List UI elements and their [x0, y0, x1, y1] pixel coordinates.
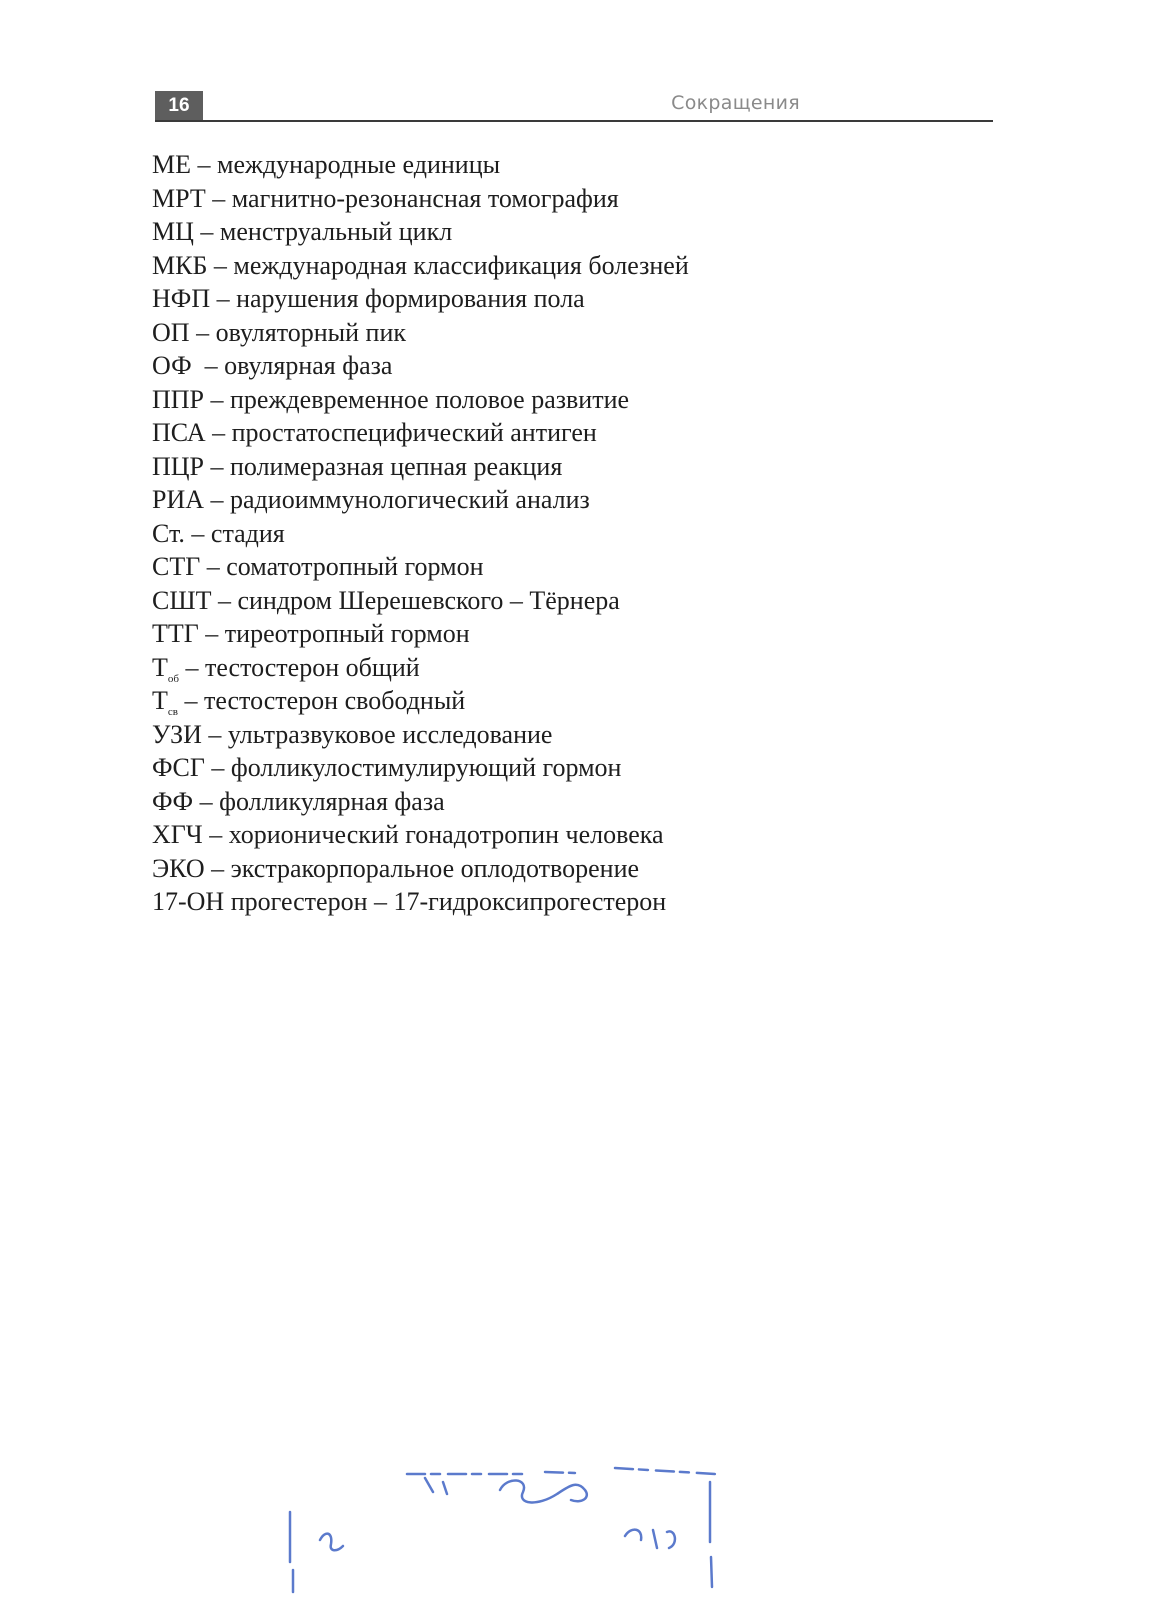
abbreviation-definition: менструальный цикл	[219, 217, 453, 246]
abbreviation-separator: –	[200, 552, 227, 581]
abbreviation-item	[152, 215, 689, 249]
abbreviation-definition: стадия	[210, 518, 285, 548]
abbreviation-definition: ультразвуковое исследование	[227, 719, 553, 749]
abbreviation-definition: овуляторный пик	[215, 317, 407, 347]
abbreviation-separator: –	[207, 250, 234, 280]
abbreviation-term: СТГ	[152, 552, 201, 581]
abbreviation-separator: –	[205, 418, 232, 447]
abbreviation-definition: тиреотропный гормон	[224, 619, 470, 648]
abbreviation-term: РИА	[152, 485, 205, 514]
stamp-edge-top	[407, 1468, 715, 1474]
abbreviation-item	[152, 316, 689, 350]
abbreviation-term: ФСГ	[152, 753, 205, 782]
running-title: Сокращения	[671, 92, 800, 114]
abbreviation-term: ОП	[152, 317, 190, 347]
abbreviation-item	[152, 249, 689, 283]
abbreviation-separator: –	[204, 853, 231, 883]
abbreviation-definition: синдром Шерешевского – Тёрнера	[237, 585, 620, 615]
abbreviation-definition: международная классификация болезней	[233, 250, 689, 280]
abbreviation-definition: магнитно-резонансная томография	[231, 183, 619, 213]
abbreviation-item	[152, 182, 689, 216]
abbreviation-term: Т	[152, 652, 168, 682]
abbreviation-item	[152, 450, 689, 484]
abbreviation-separator: –	[204, 384, 231, 414]
stamp-edge-right	[710, 1482, 712, 1587]
abbreviation-term: УЗИ	[152, 719, 202, 749]
abbreviation-item	[152, 517, 689, 551]
abbreviation-definition: тестостерон общий	[205, 652, 420, 682]
abbreviation-term: МЦ	[152, 217, 194, 246]
abbreviation-definition: тестостерон свободный	[203, 686, 466, 715]
stamp-fragment	[625, 1530, 675, 1548]
abbreviation-term: МРТ	[152, 183, 206, 213]
abbreviation-separator: –	[179, 652, 205, 682]
abbreviation-separator: –	[211, 585, 238, 615]
abbreviation-item	[152, 684, 689, 718]
abbreviation-item	[152, 349, 689, 383]
abbreviation-item	[152, 885, 689, 919]
abbreviation-definition: фолликулостимулирующий гормон	[230, 753, 622, 782]
abbreviation-term: 17-ОН	[152, 887, 225, 916]
abbreviation-separator: –	[189, 317, 216, 347]
abbreviation-term: Т	[152, 686, 168, 715]
abbreviation-term: ПЦР	[152, 451, 205, 481]
abbreviation-definition: экстракорпоральное оплодотворение	[230, 853, 640, 883]
abbreviation-definition: фолликулярная фаза	[219, 786, 445, 816]
abbreviation-separator: –	[204, 485, 231, 514]
abbreviation-term: ФФ	[152, 786, 194, 816]
abbreviation-definition: хорионический гонадотропин человека	[228, 820, 664, 849]
abbreviation-item	[152, 416, 689, 450]
abbreviation-term: ХГЧ	[152, 820, 203, 849]
stamp-fragment	[425, 1478, 447, 1494]
abbreviation-item	[152, 852, 689, 886]
abbreviation-item	[152, 148, 689, 182]
abbreviation-item	[152, 617, 689, 651]
abbreviation-definition: радиоиммунологический анализ	[230, 485, 590, 514]
stamp-ink-script	[500, 1480, 587, 1502]
abbreviation-list	[152, 148, 689, 919]
abbreviation-definition: прогестерон – 17-гидроксипрогестерон	[230, 887, 667, 916]
abbreviation-definition: соматотропный гормон	[226, 552, 484, 581]
abbreviation-separator: –	[202, 820, 229, 849]
abbreviation-term: ПСА	[152, 418, 206, 447]
abbreviation-term: Ст.	[152, 518, 185, 548]
abbreviation-term: МКБ	[152, 250, 208, 280]
abbreviation-item	[152, 550, 689, 584]
abbreviation-separator: –	[191, 150, 217, 179]
abbreviation-item	[152, 651, 689, 685]
abbreviation-separator: –	[204, 753, 231, 782]
library-stamp	[285, 1452, 730, 1600]
abbreviation-definition: овулярная фаза	[224, 351, 393, 380]
page-number: 16	[155, 91, 203, 120]
header-rule	[155, 120, 993, 122]
abbreviation-term: НФП	[152, 284, 211, 313]
abbreviation-separator: –	[177, 686, 204, 715]
abbreviation-separator: –	[204, 451, 231, 481]
abbreviation-item	[152, 751, 689, 785]
abbreviation-definition: преждевременное половое развитие	[230, 384, 630, 414]
abbreviation-term: ОФ	[152, 351, 192, 380]
abbreviation-term: ППР	[152, 384, 205, 414]
abbreviation-item	[152, 584, 689, 618]
abbreviation-subscript: св	[167, 706, 178, 718]
stamp-fragment	[320, 1534, 343, 1551]
abbreviation-subscript: об	[167, 672, 179, 685]
abbreviation-separator: –	[205, 183, 232, 213]
abbreviation-separator: –	[210, 284, 237, 313]
abbreviation-item	[152, 718, 689, 752]
abbreviation-definition: полимеразная цепная реакция	[230, 451, 563, 481]
abbreviation-item	[152, 383, 689, 417]
abbreviation-item	[152, 785, 689, 819]
abbreviation-separator: –	[184, 518, 211, 548]
abbreviation-term: СШТ	[152, 585, 212, 615]
abbreviation-item	[152, 483, 689, 517]
abbreviation-term: ТТГ	[152, 619, 199, 648]
abbreviation-definition: простатоспецифический антиген	[231, 418, 597, 447]
abbreviation-separator: –	[191, 351, 225, 380]
abbreviation-separator: –	[201, 719, 228, 749]
abbreviation-separator: –	[193, 217, 220, 246]
abbreviation-term: ЭКО	[152, 853, 205, 883]
abbreviation-separator: –	[198, 619, 225, 648]
abbreviation-item	[152, 818, 689, 852]
stamp-edge-left	[290, 1512, 293, 1592]
abbreviation-separator: –	[193, 786, 220, 816]
abbreviation-definition: международные единицы	[217, 150, 501, 179]
abbreviation-term: МЕ	[152, 150, 191, 179]
abbreviation-item	[152, 282, 689, 316]
abbreviation-definition: нарушения формирования пола	[236, 284, 585, 313]
